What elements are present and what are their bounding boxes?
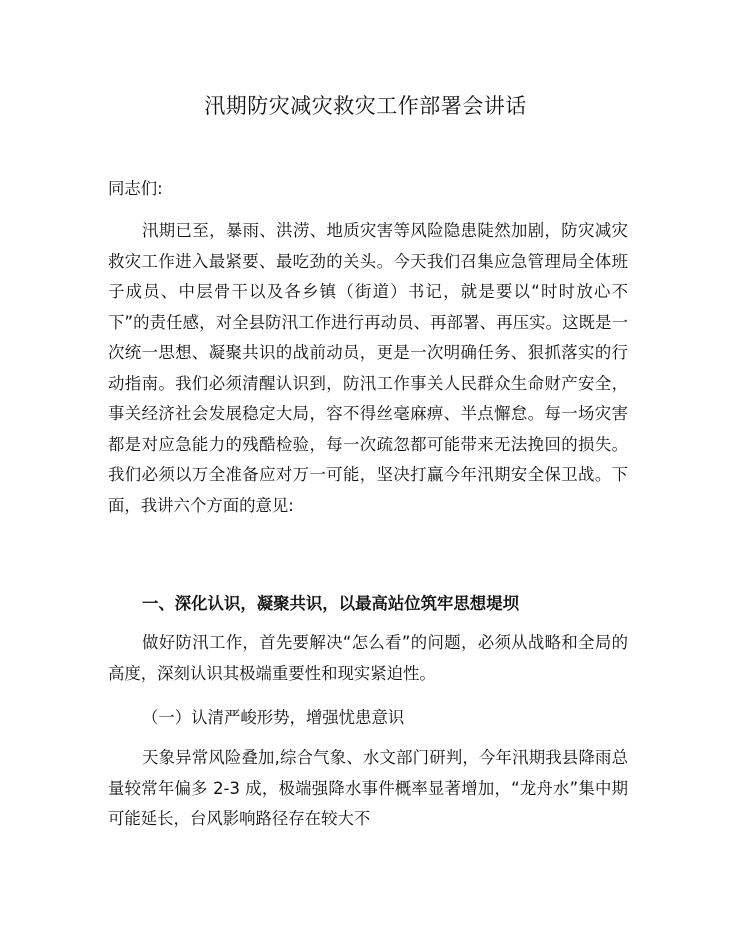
document-title: 汛期防灾减灾救灾工作部署会讲话 [204,94,527,118]
subsection-heading-1: （一）认清严峻形势，增强忧患意识 [142,708,405,727]
opening-paragraph: 汛期已至，暴雨、洪涝、地质灾害等风险隐患陡然加剧，防灾减灾救灾工作进入最紧要、最吃劲的关头。今天我们召集应急管理局全体班子成员、中层骨干以及各乡镇（街道）书记，就是要以“时时放心不下”的责任感，对全县防汛工作进行再动员、再部署、再压实。这既是一次统一思想、凝聚共识的战前动员，更是一次明确任务、狠抓落实的行动指南。我们必须清醒认识到，防汛工作事关人民群众生命财产安全，事关经济社会发展稳定大局，容不得丝毫麻痹、半点懈怠。每一场灾害都是对应急能力的残酷检验，每一次疏忽都可能带来无法挽回的损失。我们必须以万全准备应对万一可能，坚决打赢今年汛期安全保卫战。下面，我讲六个方面的意见: [108,221,628,515]
section-heading-1: 一、深化认识，凝聚共识，以最高站位筑牢思想堤坝 [142,594,519,613]
subsection-1-paragraph: 天象异常风险叠加,综合气象、水文部门研判，今年汛期我县降雨总量较常年偏多 2-3 成，极端强降水事件概率显著增加，“龙舟水”集中期可能延长，台风影响路径存在较大不 [108,748,628,828]
salutation: 同志们: [108,179,163,198]
section-1-paragraph: 做好防汛工作，首先要解决“怎么看”的问题，必须从战略和全局的高度，深刻认识其极端重要性和现实紧迫性。 [108,633,628,683]
